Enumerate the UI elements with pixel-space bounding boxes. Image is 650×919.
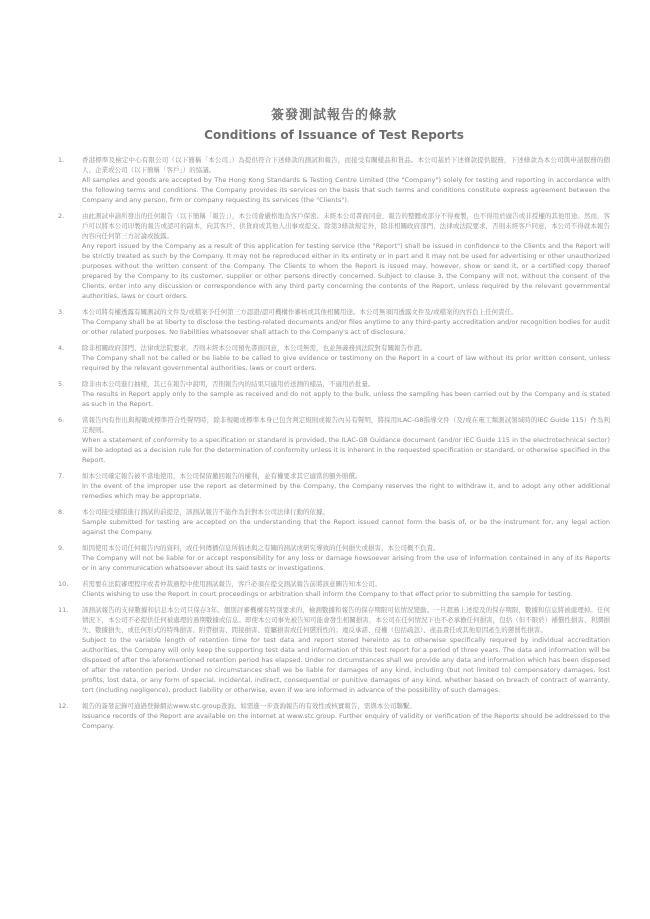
clause-text-chinese: 除非相關政府部門、法律或法院要求，否則未經本公司預先書面同意，本公司無需，也並無義務到法院對有關報告作證。: [82, 344, 427, 352]
clause-text-english: Clients wishing to use the Report in court proceedings or arbitration shall inform the Company to that effect prior to submitting the sample for testing.: [82, 590, 573, 598]
clause-number: 8.: [58, 508, 65, 516]
clause-item: [58, 307, 610, 337]
clause-number: 2.: [58, 212, 65, 220]
clause-text-chinese: 香港標準及檢定中心有限公司（以下簡稱「本公司」）為提供符合下述條款的測試和報告，而接受有關樣品和貨品。本公司基於下述條款提供服務，下述條款為本公司與申請服務的個人、企業或公司（以下簡稱「客戶」）的協議。: [82, 156, 610, 174]
clause-text-chinese: 如本公司確定報告被不當地使用，本公司保留撤回報告的權利，並有權要求其它適當的額外賠償。: [82, 472, 362, 480]
clause-text-chinese: 除非由本公司進行抽樣，其已在報告中說明，否則報告內的結果只適用於送測的樣品，不適用於批量。: [82, 380, 375, 388]
clause-item: [58, 415, 610, 465]
clause-text-english: When a statement of conformity to a specification or standard is provided, the ILAC-G8 Guidance document (and/or IEC Guide 115 in the electrotechnical sector) will be adopted as a decision rule for the determination of conformity unless it is inherent in the requested specification or standard, or otherwise specified in the Report.: [82, 436, 610, 464]
clause-item: [58, 343, 610, 373]
clause-text-chinese: 本公司將有權透露有關測試的文件及/或檔案予任何第三方認證/認可機構作審核或其他相關用途。本公司無須因透露文件及/或檔案的內容負上任何責任。: [82, 308, 518, 316]
clause-number: 10.: [58, 580, 69, 588]
clause-item: [58, 379, 610, 409]
clause-number: 7.: [58, 472, 65, 480]
clause-item: [58, 701, 610, 731]
clause-item: [58, 605, 610, 695]
clause-number: 11.: [58, 606, 69, 614]
clause-text-chinese: 若需要在法院審理程序或者仲裁過程中使用測試報告，客戶必須在提交測試報告前將該意圖告知本公司。: [82, 580, 381, 588]
clause-item: [58, 211, 610, 301]
clause-text-english: The Company shall not be called or be liable to be called to give evidence or testimony on the Report in a court of law without its prior written consent, unless required by the relevant governmental authorities, laws or court orders.: [82, 354, 610, 372]
clause-text-english: All samples and goods are accepted by The Hong Kong Standards & Testing Centre Limited (the "Company") solely for testing and reporting in accordance with the following terms and conditions. The Company provides its services on the basis that such terms and conditions constitute express agreement between the Company and any person, firm or company requesting its services (the "Clients").: [82, 176, 610, 204]
clause-number: 5.: [58, 380, 65, 388]
clause-text-english: The Company shall be at liberty to disclose the testing-related documents and/or files anytime to any third-party accreditation and/or recognition bodies for audit or other related purposes. No liabilities whatsoever shall attach to the Company's act of disclosure.: [82, 318, 610, 336]
clause-text-chinese: 該測試報告的支持數據和信息本公司只保存3年。個別評審機構有特別要求的，檢測數據和報告的保存期限可依情況變動。一旦超過上述提及的保存期限，數據和信息將被處理掉。任何情況下，本公司不必提供任何被處理的過期數據或信息。即使本公司事先被告知可能會發生相關損害，本公司在任何情況下也不必承擔任何損害，包括（但不限於）補償性損害、利潤損失、數據損失、或任何形式的特殊損害、附帶損害、間接損害、從屬損害或任何懲罰性的；違反承諾、侵權（包括疏忽）、產品責任或其他原因產生的懲罰性損害。: [82, 606, 610, 634]
clause-text-chinese: 如因使用本公司任何報告內的資料，或任何傳播信息所描述與之有關的測試或研究導致的任何損失或損害，本公司概不負責。: [82, 544, 440, 552]
clause-item: [58, 471, 610, 501]
clause-number: 3.: [58, 308, 65, 316]
clause-number: 12.: [58, 702, 69, 710]
clause-item: [58, 543, 610, 573]
clause-text-chinese: 報告的簽發記錄可通過登錄網站www.stc.group查詢。如需進一步查詢報告的有效性或核實報告，需與本公司聯繫。: [82, 702, 416, 710]
clause-text-english: In the event of the improper use the report as determined by the Company, the Company reserves the right to withdraw it, and to adopt any other additional remedies which may be appropriate.: [82, 482, 610, 500]
clause-text-chinese: 本公司接受樣版進行測試的前提是，該測試報告不能作為針對本公司法律行動的依據。: [82, 508, 329, 516]
page-title-chinese: 簽發測試報告的條款: [270, 108, 397, 123]
clause-text-chinese: 由此測試申請所發出的任何報告（以下簡稱「報告」），本公司會嚴格地為客戶保密。未經本公司書面同意，報告的整體或部分不得複製，也不得用於廣告或非授權的其他用途。然而，客戶可以將本公司印製的報告或認可的副本，向其客戶、供貨商或其他人出事或提交。除第3條款規定外，除非相關政府部門、法律或法院要求，否則未經客戶同意，本公司不得就本報告內容向任何第三方討論或披露。: [82, 212, 610, 240]
clause-text-english: The results in Report apply only to the sample as received and do not apply to the bulk, unless the sampling has been carried out by the Company and is stated as such in the Report.: [82, 390, 610, 408]
clause-text-english: Issuance records of the Report are available on the internet at www.stc.group. Further enquiry of validity or verification of the Reports should be addressed to the Company.: [82, 712, 610, 730]
clause-text-english: Subject to the variable length of retention time for test data and report stored hereinto as to otherwise specifically required by individual accreditation authorities, the Company will only keep the supporting test data and information of this test report for a period of three years. The data and information will be disposed of after the aforementioned retention period has elapsed. Under no circumstances shall we provide any data and information which has been disposed of after the retention period. Under no circumstances shall we be liable for damages of any kind, including (but not limited to) compensatory damages, lost profits, lost data, or any form of special, incidental, indirect, consequential or punitive damages of any kind, whether based on breach of contract of warranty, tort (including negligence), product liability or otherwise, even if we are informed in advance of the possibility of such damages.: [82, 636, 610, 694]
clause-item: [58, 155, 610, 205]
clause-text-english: The Company will not be liable for or accept responsibility for any loss or damage howsoever arising from the use of information contained in any of its Reports or in any communication whatsoever about its said tests or investigations.: [82, 554, 610, 572]
clause-text-english: Any report issued by the Company as a result of this application for testing service (the "Report") shall be issued in confidence to the Clients and the Report will be strictly treated as such by the Company. It may not be reproduced either in its entirety or in part and it may not be used for advertising or other unauthorized purposes without the written consent of the Company. The Clients to whom the Report is issued may, however, show or send it, or a certified copy thereof prepared by the Company to its customer, supplier or other persons directly concerned. Subject to clause 3, the Company will not, without the consent of the Clients, enter into any discussion or correspondence with any third party concerning the contents of the Report, unless required by the relevant governmental authorities, laws or court orders.: [82, 242, 610, 300]
page-title-english: Conditions of Issuance of Test Reports: [204, 128, 464, 142]
clause-text-chinese: 當報告內有作出與規範或標準符合性聲明時，除非規範或標準本身已包含判定規則或報告內另有聲明，將採用ILAC-G8指導文件（及/或在電工類測試領域時的IEC Guide 115）作為判定規則。: [82, 416, 610, 434]
clause-item: [58, 579, 610, 599]
clause-number: 6.: [58, 416, 65, 424]
clause-number: 1.: [58, 156, 65, 164]
clause-number: 9.: [58, 544, 65, 552]
clause-number: 4.: [58, 344, 65, 352]
clause-text-english: Sample submitted for testing are accepted on the understanding that the Report issued cannot form the basis of, or be the instrument for, any legal action against the Company.: [82, 518, 610, 536]
clause-item: [58, 507, 610, 537]
clause-list: [58, 155, 610, 731]
